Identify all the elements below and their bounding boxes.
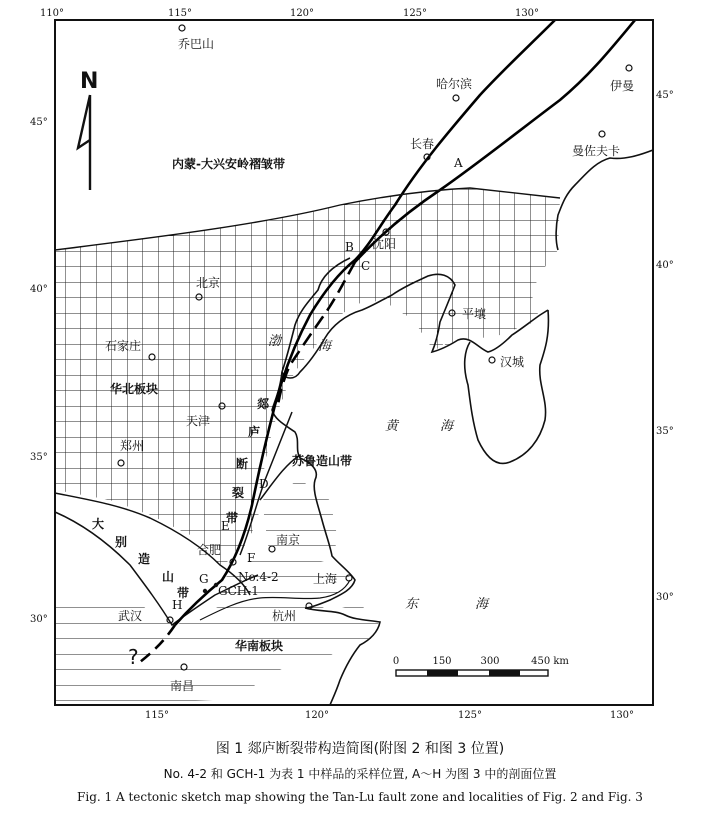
lon-tick: 115° xyxy=(144,710,170,721)
sample-marker xyxy=(203,589,207,593)
sample-marker xyxy=(214,583,218,587)
dabie-char: 带 xyxy=(177,586,190,600)
fault-char: 庐 xyxy=(248,425,261,439)
lat-tick: 30° xyxy=(30,614,48,625)
place-zhengzhou: 郑州 xyxy=(120,439,145,453)
sea-yellow-1: 黄 xyxy=(385,419,399,434)
scale-label: 0 xyxy=(392,656,400,667)
place-haerbin: 哈尔滨 xyxy=(436,77,473,91)
north-arrow xyxy=(78,69,98,190)
right-lat-ticks xyxy=(656,90,674,603)
section-letter-b: B xyxy=(345,240,354,254)
fault-char: 断 xyxy=(236,457,249,471)
question-mark: ? xyxy=(128,645,139,669)
left-lat-ticks xyxy=(30,117,48,625)
place-qiaobashan: 乔巴山 xyxy=(178,37,215,51)
lat-tick: 30° xyxy=(656,592,674,603)
place-pingrang: 平壤 xyxy=(462,307,487,321)
sea-bohai-2: 海 xyxy=(318,339,332,354)
sea-yellow-2: 海 xyxy=(440,419,454,434)
sample-no42: No.4-2 xyxy=(238,570,279,584)
place-shijiazhuang: 石家庄 xyxy=(105,339,142,353)
lat-tick: 40° xyxy=(30,284,48,295)
region-inner-mongolia: 内蒙-大兴安岭褶皱带 xyxy=(172,157,285,171)
caption-english: Fig. 1 A tectonic sketch map showing the Tan-Lu fault zone and localities of Fig. 2 and Fig. 3 xyxy=(77,790,643,804)
scale-label: 150 xyxy=(432,656,452,667)
lon-tick: 130° xyxy=(514,8,540,19)
north-letter: N xyxy=(80,69,99,94)
place-hancheng: 汉城 xyxy=(500,355,525,369)
sea-east-1: 东 xyxy=(405,597,419,612)
lon-tick: 130° xyxy=(609,710,635,721)
place-manzuofuka: 曼佐夫卡 xyxy=(572,144,621,158)
section-letter-g: G xyxy=(199,572,209,586)
sea-bohai-1: 渤 xyxy=(268,334,282,349)
coastline-primorye xyxy=(556,150,653,250)
dabie-char: 造 xyxy=(138,552,151,566)
region-north-china: 华北板块 xyxy=(110,382,159,396)
place-yiman: 伊曼 xyxy=(610,79,635,93)
dabie-char: 大 xyxy=(92,517,105,531)
section-letter-h: H xyxy=(172,598,183,612)
top-lon-ticks xyxy=(40,8,539,19)
place-changchun: 长春 xyxy=(410,137,435,151)
scale-label: 450 km xyxy=(531,656,569,667)
place-tianjin: 天津 xyxy=(186,414,211,428)
place-shanghai: 上海 xyxy=(313,572,338,586)
section-letter-e: E xyxy=(221,519,230,533)
korea-grid xyxy=(440,290,540,345)
place-beijing: 北京 xyxy=(196,276,221,290)
dabie-char: 别 xyxy=(115,535,128,549)
lat-tick: 40° xyxy=(656,260,674,271)
lat-tick: 35° xyxy=(656,426,674,437)
scale-label: 300 xyxy=(480,656,500,667)
sea-east-2: 海 xyxy=(475,597,489,612)
place-nanchang: 南昌 xyxy=(170,679,195,693)
lon-tick: 120° xyxy=(289,8,315,19)
place-wuhan: 武汉 xyxy=(118,609,143,623)
caption-title: 图 1 郯庐断裂带构造简图(附图 2 和图 3 位置) xyxy=(215,741,505,757)
section-letter-c: C xyxy=(361,259,371,273)
lon-tick: 125° xyxy=(402,8,428,19)
lat-tick: 45° xyxy=(656,90,674,101)
section-letter-d: D xyxy=(259,477,269,491)
place-hefei: 合肥 xyxy=(197,543,222,557)
lon-tick: 110° xyxy=(39,8,65,19)
sample-gch1: GCH-1 xyxy=(218,584,259,598)
fault-char: 郯 xyxy=(257,397,270,411)
south-china-block xyxy=(55,600,380,705)
place-hangzhou: 杭州 xyxy=(272,609,297,623)
dabie-char: 山 xyxy=(162,570,175,584)
lat-tick: 45° xyxy=(30,117,48,128)
fault-char: 带 xyxy=(226,511,239,525)
lat-tick: 35° xyxy=(30,452,48,463)
fault-char: 裂 xyxy=(232,486,245,500)
lon-tick: 115° xyxy=(167,8,193,19)
place-nanjing: 南京 xyxy=(276,533,301,547)
lon-tick: 120° xyxy=(304,710,330,721)
section-letter-a: A xyxy=(454,156,463,170)
bottom-lon-ticks xyxy=(145,710,634,721)
scale-bar xyxy=(393,656,570,676)
region-sulu: 苏鲁造山带 xyxy=(292,454,353,468)
caption-note: No. 4-2 和 GCH-1 为表 1 中样品的采样位置, A～H 为图 3 中的剖面位置 xyxy=(163,767,557,781)
region-south-china: 华南板块 xyxy=(235,639,284,653)
section-letter-f: F xyxy=(247,551,256,565)
north-arrow-icon xyxy=(78,95,90,190)
lon-tick: 125° xyxy=(457,710,483,721)
place-shenyang: 沈阳 xyxy=(372,237,397,251)
